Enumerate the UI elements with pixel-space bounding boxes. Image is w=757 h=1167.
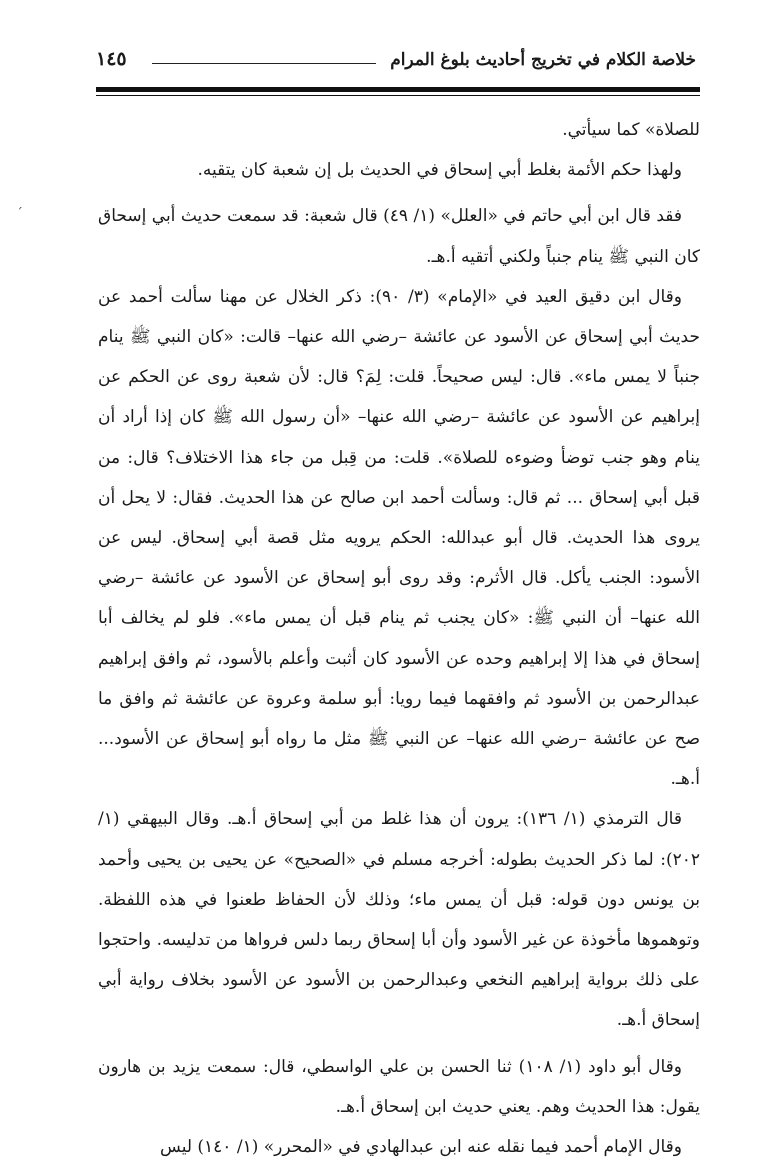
running-title: خلاصة الكلام في تخريج أحاديث بلوغ المرام: [390, 50, 696, 70]
body-text: [98, 110, 700, 1167]
paragraph: قال الترمذي (١/ ١٣٦): يرون أن هذا غلط من أبي إسحاق أ.هـ. وقال البيهقي (١/ ٢٠٢): لما ذكر الحديث بطوله: أخرجه مسلم في «الصحيح» عن يحيى بن يحيى وأحمد بن يونس دون قوله: قبل أن يمس ماء؛ وذلك لأن الحفاظ طعنوا في هذه اللفظة. وتوهموها مأخوذة عن غير الأسود وأن أبا إسحاق ربما دلس فرواها من تدليسه. واحتجوا على ذلك برواية إبراهيم النخعي وعبدالرحمن بن الأسود عن الأسود بخلاف رواية أبي إسحاق أ.هـ.: [98, 809, 700, 1031]
paragraph: ولهذا حكم الأئمة بغلط أبي إسحاق في الحديث بل إن شعبة كان يتقيه.: [197, 160, 682, 181]
paragraph: وقال الإمام أحمد فيما نقله عنه ابن عبدالهادي في «المحرر» (١/ ١٤٠) ليس: [160, 1137, 682, 1158]
margin-mark: ˊ: [16, 206, 23, 222]
header-line: [152, 63, 376, 64]
page-number: ١٤٥: [96, 48, 127, 70]
paragraph: وقال ابن دقيق العيد في «الإمام» (٣/ ٩٠): ذكر الخلال عن مهنا سألت أحمد عن حديث أبي إسحاق عن الأسود عن عائشة –رضي الله عنها– قالت: «كان النبي ﷺ ينام جنباً لا يمس ماء». قال: ليس صحيحاً. قلت: لِمَ؟ قال: لأن شعبة روى عن الحكم عن إبراهيم عن الأسود عن عائشة –رضي الله عنها– «أن رسول الله ﷺ كان إذا أراد أن ينام وهو جنب توضأ وضوءه للصلاة». قلت: من قِبل من جاء هذا الاختلاف؟ قال: من قبل أبي إسحاق ... ثم قال: وسألت أحمد ابن صالح عن هذا الحديث. فقال: لا يحل أن يروى هذا الحديث. قال أبو عبدالله: الحكم يرويه مثل قصة أبي إسحاق. ليس عن الأسود: الجنب يأكل. قال الأثرم: وقد روى أبو إسحاق عن الأسود عن عائشة –رضي الله عنها– أن النبي ﷺ: «كان يجنب ثم ينام قبل أن يمس ماء». فلو لم يخالف أبا إسحاق في هذا إلا إبراهيم وحده عن الأسود كان أثبت وأعلم بالأسود، ثم وافق إبراهيم عبدالرحمن بن الأسود ثم وافقهما فيما رويا: أبو سلمة وعروة عن عائشة ثم وافق ما صح عن عائشة –رضي الله عنها– عن النبي ﷺ مثل ما رواه أبو إسحاق عن الأسود... أ.هـ.: [98, 286, 700, 790]
paragraph-continuation: للصلاة» كما سيأتي.: [562, 120, 700, 140]
header-rule-thick: [96, 87, 700, 92]
paragraph: وقال أبو داود (١/ ١٠٨) ثنا الحسن بن علي الواسطي، قال: سمعت يزيد بن هارون يقول: هذا الحديث وهم. يعني حديث ابن إسحاق أ.هـ.: [98, 1056, 700, 1117]
header-rule-thin: [96, 95, 700, 96]
paragraph: فقد قال ابن أبي حاتم في «العلل» (١/ ٤٩) قال شعبة: قد سمعت حديث أبي إسحاق كان النبي ﷺ ينام جنباً ولكني أتقيه أ.هـ.: [98, 206, 700, 267]
page-header: [96, 44, 696, 84]
